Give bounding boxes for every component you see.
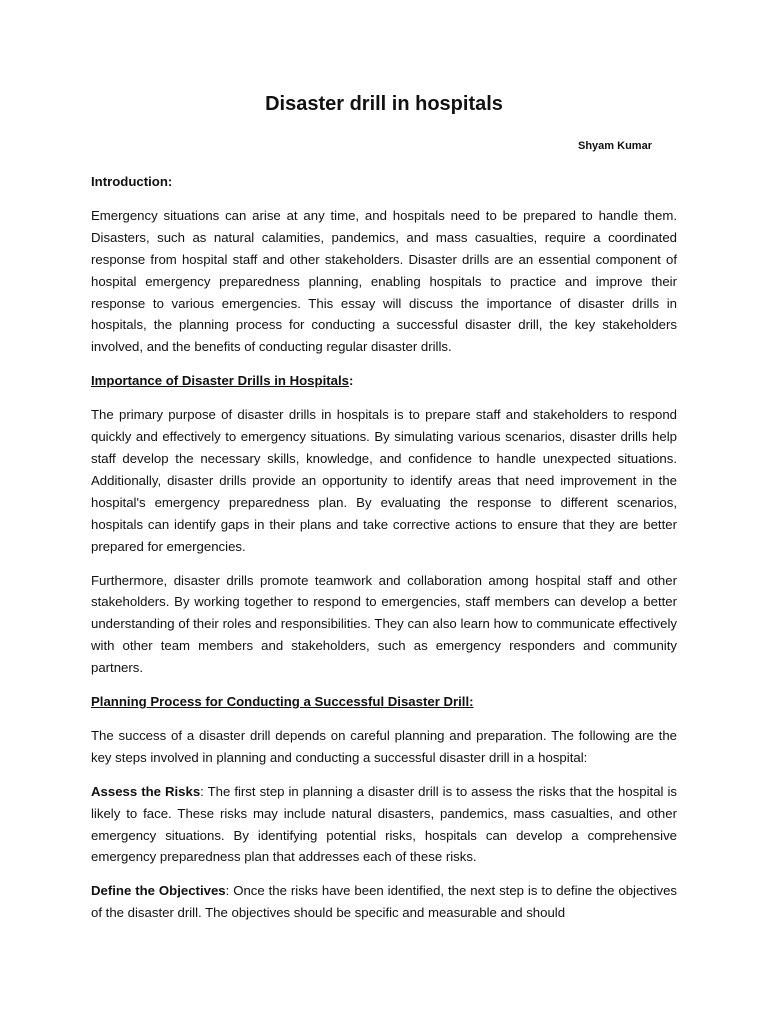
importance-paragraph-2: Furthermore, disaster drills promote teamwork and collaboration among hospital staff and other stakeholders. By working together to respond to emergencies, staff members can develop a better understanding of their roles and responsibilities. They can also learn how to communicate effectively with other team members and stakeholders, such as emergency responders and community partners. bbox=[91, 572, 677, 676]
importance-heading bbox=[91, 370, 677, 392]
planning-paragraph: The success of a disaster drill depends on careful planning and preparation. The following are the key steps involved in planning and conducting a successful disaster drill in a hospital: bbox=[91, 727, 677, 765]
importance-heading-text: Importance of Disaster Drills in Hospitals bbox=[91, 373, 349, 389]
importance-paragraph-1: The primary purpose of disaster drills in hospitals is to prepare staff and stakeholders to respond quickly and effectively to emergency situations. By simulating various scenarios, disaster drills help staff develop the necessary skills, knowledge, and confidence to handle unexpected situations. Additionally, disaster drills provide an opportunity to identify areas that need improvement in the hospital's emergency preparedness plan. By evaluating the response to different scenarios, hospitals can identify gaps in their plans and take corrective actions to ensure that they are better prepared for emergencies. bbox=[91, 407, 677, 554]
importance-heading-colon: : bbox=[348, 373, 354, 389]
step-define-objectives-text: : Once the risks have been identified, the next step is to define the objectives of the disaster drill. The objectives should be specific and measurable and should bbox=[91, 883, 677, 921]
document-body bbox=[91, 171, 677, 936]
planning-heading: Planning Process for Conducting a Successful Disaster Drill: bbox=[91, 694, 474, 710]
step-define-objectives-label: Define the Objectives bbox=[91, 883, 226, 899]
step-assess-risks bbox=[91, 781, 677, 869]
intro-heading: Introduction: bbox=[91, 174, 173, 189]
step-assess-risks-label: Assess the Risks bbox=[91, 783, 201, 799]
document-author: Shyam Kumar bbox=[578, 140, 652, 152]
document-title: Disaster drill in hospitals bbox=[265, 93, 503, 115]
intro-paragraph: Emergency situations can arise at any time, and hospitals need to be prepared to handle them. Disasters, such as natural calamities, pandemics, and mass casualties, require a coordinated response from hospital staff and other stakeholders. Disaster drills are an essential component of hospital emergency preparedness planning, enabling hospitals to practice and improve their response to various emergencies. This essay will discuss the importance of disaster drills in hospitals, the planning process for conducting a successful disaster drill, the key stakeholders involved, and the benefits of conducting regular disaster drills. bbox=[91, 207, 677, 355]
step-define-objectives bbox=[91, 880, 677, 924]
step-assess-risks-text: : The first step in planning a disaster drill is to assess the risks that the hospital is likely to face. These risks may include natural disasters, pandemics, mass casualties, and other emergency situations. By identifying potential risks, hospitals can develop a comprehensive emergency preparedness plan that addresses each of these risks. bbox=[91, 783, 677, 865]
